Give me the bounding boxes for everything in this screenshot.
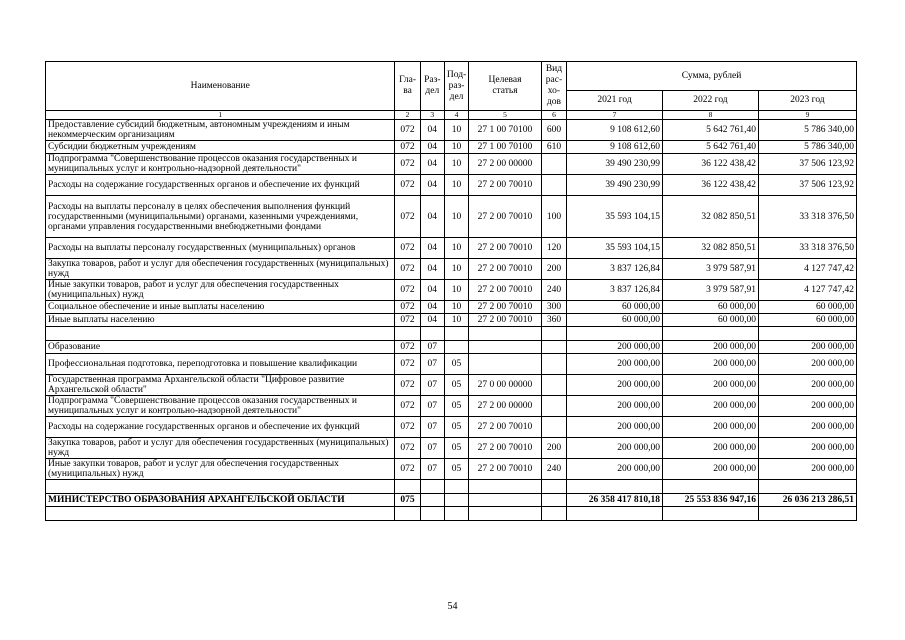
row-vid: 200 xyxy=(541,438,566,459)
row-target: 27 2 00 70010 xyxy=(469,438,542,459)
row-glava: 072 xyxy=(395,238,420,259)
row-sum-2021: 39 490 230,99 xyxy=(567,175,663,196)
row-sum-2023: 4 127 747,42 xyxy=(758,259,856,280)
row-sum-2022: 200 000,00 xyxy=(663,417,759,438)
column-number-cell: 9 xyxy=(758,111,856,120)
row-podrazdel: 05 xyxy=(444,417,468,438)
row-name: Социальное обеспечение и иные выплаты населению xyxy=(46,301,395,314)
header-sum: Сумма, рублей xyxy=(567,62,857,91)
row-sum-2022: 25 553 836 947,16 xyxy=(663,494,759,507)
empty-cell xyxy=(567,327,663,341)
row-target: 27 2 00 70010 xyxy=(469,280,542,301)
empty-cell xyxy=(444,507,468,521)
row-podrazdel: 10 xyxy=(444,314,468,327)
row-sum-2023: 200 000,00 xyxy=(758,375,856,396)
row-vid: 360 xyxy=(541,314,566,327)
row-sum-2021: 60 000,00 xyxy=(567,314,663,327)
budget-table xyxy=(45,61,857,521)
row-razdel: 04 xyxy=(420,120,444,141)
row-glava: 072 xyxy=(395,280,420,301)
row-sum-2023: 60 000,00 xyxy=(758,301,856,314)
row-razdel: 04 xyxy=(420,314,444,327)
row-target: 27 1 00 70100 xyxy=(469,141,542,154)
row-name: Предоставление субсидий бюджетным, автономным учреждениям и иным некоммерческим организациям xyxy=(46,120,395,141)
row-name: Государственная программа Архангельской области "Цифровое развитие Архангельской области" xyxy=(46,375,395,396)
empty-cell xyxy=(663,327,759,341)
row-target xyxy=(469,494,542,507)
row-glava: 072 xyxy=(395,396,420,417)
row-vid: 240 xyxy=(541,280,566,301)
row-razdel: 07 xyxy=(420,417,444,438)
row-sum-2022: 200 000,00 xyxy=(663,396,759,417)
row-glava: 072 xyxy=(395,196,420,238)
row-podrazdel: 10 xyxy=(444,196,468,238)
row-podrazdel: 10 xyxy=(444,120,468,141)
empty-cell xyxy=(395,327,420,341)
row-podrazdel: 10 xyxy=(444,175,468,196)
empty-cell xyxy=(541,327,566,341)
row-target: 27 2 00 00000 xyxy=(469,396,542,417)
table-row xyxy=(46,238,857,259)
row-sum-2021: 200 000,00 xyxy=(567,375,663,396)
row-name: Расходы на содержание государственных органов и обеспечение их функций xyxy=(46,417,395,438)
row-sum-2021: 200 000,00 xyxy=(567,417,663,438)
empty-cell xyxy=(469,507,542,521)
row-sum-2022: 200 000,00 xyxy=(663,375,759,396)
row-name: МИНИСТЕРСТВО ОБРАЗОВАНИЯ АРХАНГЕЛЬСКОЙ ОБЛАСТИ xyxy=(46,494,395,507)
row-razdel: 04 xyxy=(420,301,444,314)
table-row xyxy=(46,417,857,438)
row-sum-2023: 200 000,00 xyxy=(758,438,856,459)
table-row xyxy=(46,314,857,327)
row-glava: 072 xyxy=(395,341,420,354)
table-row xyxy=(46,141,857,154)
row-razdel: 04 xyxy=(420,280,444,301)
row-sum-2023: 5 786 340,00 xyxy=(758,120,856,141)
row-sum-2022: 200 000,00 xyxy=(663,341,759,354)
row-vid: 600 xyxy=(541,120,566,141)
row-sum-2023: 33 318 376,50 xyxy=(758,196,856,238)
row-target: 27 2 00 70010 xyxy=(469,196,542,238)
header-glava: Гла- ва xyxy=(395,62,420,111)
row-razdel: 04 xyxy=(420,238,444,259)
table-row xyxy=(46,175,857,196)
column-number-cell: 8 xyxy=(663,111,759,120)
row-name: Расходы на содержание государственных органов и обеспечение их функций xyxy=(46,175,395,196)
row-name: Профессиональная подготовка, переподготовка и повышение квалификации xyxy=(46,354,395,375)
blank-row xyxy=(46,327,857,341)
row-podrazdel: 10 xyxy=(444,301,468,314)
table-row xyxy=(46,438,857,459)
row-sum-2021: 3 837 126,84 xyxy=(567,280,663,301)
table-row xyxy=(46,280,857,301)
row-vid xyxy=(541,396,566,417)
row-sum-2023: 33 318 376,50 xyxy=(758,238,856,259)
header-podrazdel: Под- раз- дел xyxy=(444,62,468,111)
row-podrazdel xyxy=(444,341,468,354)
row-sum-2023: 37 506 123,92 xyxy=(758,175,856,196)
row-target: 27 2 00 70010 xyxy=(469,314,542,327)
empty-cell xyxy=(567,480,663,494)
row-name: Субсидии бюджетным учреждениям xyxy=(46,141,395,154)
row-vid: 120 xyxy=(541,238,566,259)
row-target xyxy=(469,354,542,375)
empty-cell xyxy=(541,507,566,521)
empty-cell xyxy=(758,327,856,341)
header-razdel: Раз- дел xyxy=(420,62,444,111)
row-sum-2022: 200 000,00 xyxy=(663,459,759,480)
empty-cell xyxy=(663,480,759,494)
row-vid xyxy=(541,175,566,196)
row-podrazdel: 05 xyxy=(444,375,468,396)
row-name: Образование xyxy=(46,341,395,354)
row-razdel xyxy=(420,494,444,507)
row-glava: 072 xyxy=(395,259,420,280)
row-razdel: 04 xyxy=(420,196,444,238)
header-name: Наименование xyxy=(46,62,395,111)
row-name: Расходы на выплаты персоналу в целях обеспечения выполнения функций государственными (муниципальными) органами, казенными учреждениями, органами управления государственными внебюджетными фондами xyxy=(46,196,395,238)
column-number-cell: 7 xyxy=(567,111,663,120)
row-sum-2021: 35 593 104,15 xyxy=(567,238,663,259)
row-name: Подпрограмма "Совершенствование процессов оказания государственных и муниципальных услуг и контрольно-надзорной деятельности" xyxy=(46,396,395,417)
row-name: Расходы на выплаты персоналу государственных (муниципальных) органов xyxy=(46,238,395,259)
row-sum-2021: 60 000,00 xyxy=(567,301,663,314)
row-glava: 072 xyxy=(395,417,420,438)
row-vid: 300 xyxy=(541,301,566,314)
row-razdel: 04 xyxy=(420,175,444,196)
row-sum-2022: 3 979 587,91 xyxy=(663,280,759,301)
row-sum-2022: 5 642 761,40 xyxy=(663,141,759,154)
row-target: 27 1 00 70100 xyxy=(469,120,542,141)
row-glava: 072 xyxy=(395,301,420,314)
row-vid xyxy=(541,341,566,354)
row-target: 27 2 00 70010 xyxy=(469,259,542,280)
row-razdel: 04 xyxy=(420,259,444,280)
row-sum-2021: 3 837 126,84 xyxy=(567,259,663,280)
row-glava: 075 xyxy=(395,494,420,507)
row-target: 27 2 00 70010 xyxy=(469,459,542,480)
row-podrazdel xyxy=(444,494,468,507)
row-target: 27 2 00 70010 xyxy=(469,238,542,259)
row-podrazdel: 10 xyxy=(444,259,468,280)
row-glava: 072 xyxy=(395,154,420,175)
row-sum-2022: 60 000,00 xyxy=(663,314,759,327)
row-vid xyxy=(541,154,566,175)
header-year-2021: 2021 год xyxy=(567,91,663,111)
empty-cell xyxy=(758,480,856,494)
row-glava: 072 xyxy=(395,375,420,396)
row-sum-2023: 200 000,00 xyxy=(758,459,856,480)
table-row xyxy=(46,396,857,417)
row-podrazdel: 10 xyxy=(444,238,468,259)
row-name: Иные выплаты населению xyxy=(46,314,395,327)
page-number: 54 xyxy=(447,601,458,612)
row-podrazdel: 05 xyxy=(444,396,468,417)
header-year-2023: 2023 год xyxy=(758,91,856,111)
row-target: 27 2 00 70010 xyxy=(469,417,542,438)
header-target: Целевая статья xyxy=(469,62,542,111)
row-sum-2023: 37 506 123,92 xyxy=(758,154,856,175)
empty-cell xyxy=(758,507,856,521)
total-row xyxy=(46,494,857,507)
row-podrazdel: 05 xyxy=(444,354,468,375)
row-name: Закупка товаров, работ и услуг для обеспечения государственных (муниципальных) нужд xyxy=(46,438,395,459)
table-row xyxy=(46,196,857,238)
row-name: Закупка товаров, работ и услуг для обеспечения государственных (муниципальных) нужд xyxy=(46,259,395,280)
row-razdel: 07 xyxy=(420,354,444,375)
blank-row xyxy=(46,507,857,521)
row-sum-2022: 60 000,00 xyxy=(663,301,759,314)
column-number-cell: 4 xyxy=(444,111,468,120)
empty-cell xyxy=(469,327,542,341)
row-vid xyxy=(541,375,566,396)
column-number-cell: 1 xyxy=(46,111,395,120)
row-sum-2022: 36 122 438,42 xyxy=(663,154,759,175)
row-razdel: 04 xyxy=(420,141,444,154)
empty-cell xyxy=(567,507,663,521)
row-sum-2022: 36 122 438,42 xyxy=(663,175,759,196)
row-glava: 072 xyxy=(395,120,420,141)
row-target: 27 0 00 00000 xyxy=(469,375,542,396)
row-target: 27 2 00 00000 xyxy=(469,154,542,175)
row-vid xyxy=(541,494,566,507)
row-target: 27 2 00 70010 xyxy=(469,301,542,314)
empty-cell xyxy=(395,507,420,521)
row-sum-2021: 26 358 417 810,18 xyxy=(567,494,663,507)
row-sum-2021: 200 000,00 xyxy=(567,459,663,480)
row-sum-2022: 32 082 850,51 xyxy=(663,196,759,238)
row-razdel: 07 xyxy=(420,375,444,396)
row-podrazdel: 10 xyxy=(444,280,468,301)
row-name: Иные закупки товаров, работ и услуг для обеспечения государственных (муниципальных) нужд xyxy=(46,280,395,301)
row-sum-2023: 4 127 747,42 xyxy=(758,280,856,301)
row-glava: 072 xyxy=(395,438,420,459)
empty-cell xyxy=(663,507,759,521)
empty-cell xyxy=(420,480,444,494)
table-row xyxy=(46,341,857,354)
row-vid: 610 xyxy=(541,141,566,154)
row-vid xyxy=(541,354,566,375)
table-row xyxy=(46,375,857,396)
row-sum-2022: 200 000,00 xyxy=(663,438,759,459)
row-sum-2022: 200 000,00 xyxy=(663,354,759,375)
row-name: Иные закупки товаров, работ и услуг для обеспечения государственных (муниципальных) нужд xyxy=(46,459,395,480)
empty-cell xyxy=(46,480,395,494)
row-razdel: 07 xyxy=(420,396,444,417)
row-razdel: 07 xyxy=(420,341,444,354)
header-vid: Вид рас- хо- дов xyxy=(541,62,566,111)
row-name: Подпрограмма "Совершенствование процессов оказания государственных и муниципальных услуг и контрольно-надзорной деятельности" xyxy=(46,154,395,175)
empty-cell xyxy=(444,480,468,494)
row-podrazdel: 10 xyxy=(444,141,468,154)
table-row xyxy=(46,459,857,480)
row-podrazdel: 05 xyxy=(444,438,468,459)
row-sum-2021: 9 108 612,60 xyxy=(567,141,663,154)
row-sum-2022: 32 082 850,51 xyxy=(663,238,759,259)
table-body xyxy=(46,120,857,521)
empty-cell xyxy=(444,327,468,341)
row-sum-2023: 60 000,00 xyxy=(758,314,856,327)
row-vid: 200 xyxy=(541,259,566,280)
table-row xyxy=(46,154,857,175)
column-number-cell: 2 xyxy=(395,111,420,120)
row-vid xyxy=(541,417,566,438)
row-sum-2021: 200 000,00 xyxy=(567,354,663,375)
header-year-2022: 2022 год xyxy=(663,91,759,111)
table-row xyxy=(46,259,857,280)
empty-cell xyxy=(395,480,420,494)
column-number-cell: 6 xyxy=(541,111,566,120)
empty-cell xyxy=(469,480,542,494)
table-row xyxy=(46,120,857,141)
row-sum-2021: 200 000,00 xyxy=(567,341,663,354)
blank-row xyxy=(46,480,857,494)
row-glava: 072 xyxy=(395,175,420,196)
row-sum-2021: 200 000,00 xyxy=(567,438,663,459)
table-row xyxy=(46,301,857,314)
row-sum-2023: 200 000,00 xyxy=(758,396,856,417)
row-target: 27 2 00 70010 xyxy=(469,175,542,196)
row-sum-2022: 5 642 761,40 xyxy=(663,120,759,141)
empty-cell xyxy=(420,507,444,521)
row-sum-2023: 200 000,00 xyxy=(758,354,856,375)
row-razdel: 07 xyxy=(420,438,444,459)
row-sum-2021: 200 000,00 xyxy=(567,396,663,417)
column-number-cell: 3 xyxy=(420,111,444,120)
empty-cell xyxy=(46,507,395,521)
row-podrazdel: 05 xyxy=(444,459,468,480)
row-vid: 240 xyxy=(541,459,566,480)
empty-cell xyxy=(541,480,566,494)
row-target xyxy=(469,341,542,354)
row-glava: 072 xyxy=(395,141,420,154)
row-sum-2021: 39 490 230,99 xyxy=(567,154,663,175)
row-podrazdel: 10 xyxy=(444,154,468,175)
row-glava: 072 xyxy=(395,354,420,375)
row-razdel: 04 xyxy=(420,154,444,175)
column-number-cell: 5 xyxy=(469,111,542,120)
row-glava: 072 xyxy=(395,459,420,480)
row-razdel: 07 xyxy=(420,459,444,480)
empty-cell xyxy=(46,327,395,341)
row-sum-2023: 5 786 340,00 xyxy=(758,141,856,154)
row-sum-2021: 9 108 612,60 xyxy=(567,120,663,141)
column-number-row xyxy=(46,111,857,120)
row-sum-2022: 3 979 587,91 xyxy=(663,259,759,280)
row-sum-2021: 35 593 104,15 xyxy=(567,196,663,238)
row-sum-2023: 26 036 213 286,51 xyxy=(758,494,856,507)
row-sum-2023: 200 000,00 xyxy=(758,341,856,354)
empty-cell xyxy=(420,327,444,341)
row-glava: 072 xyxy=(395,314,420,327)
row-vid: 100 xyxy=(541,196,566,238)
row-sum-2023: 200 000,00 xyxy=(758,417,856,438)
table-row xyxy=(46,354,857,375)
